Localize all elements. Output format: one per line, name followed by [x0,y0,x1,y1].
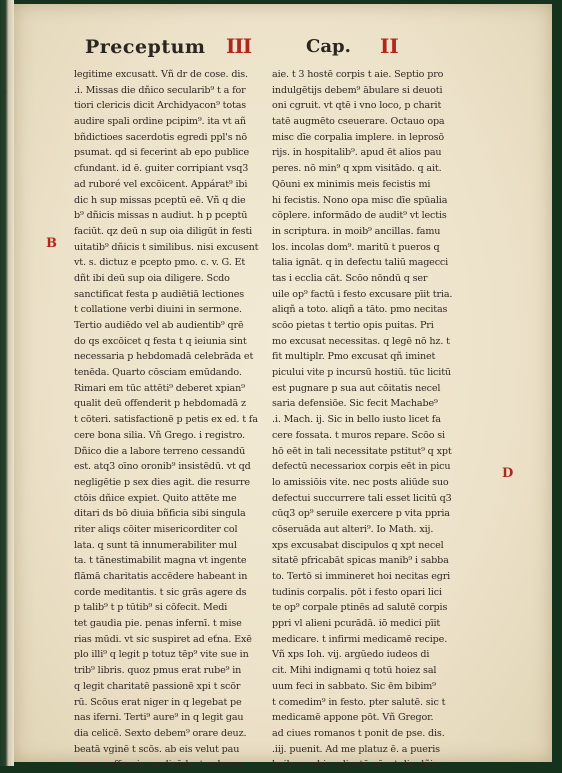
text-line: dic h sup missas pceptū eē. Vñ q die [74,194,246,206]
text-line: flāmā charitatis accēdere habeant in [74,571,248,582]
text-line: est. atq3 oīno oronib⁹ insistēdū. vt qd [74,461,251,473]
text-line: audire spali ordine pcipim⁹. ita vt añ [74,116,246,128]
header-roman-right: II [380,34,399,58]
text-line: tenēda. Quarto cōsciam emūdando. [74,367,242,379]
text-line: faciūt. qz deū n sup oia diligūt in festi [74,225,253,237]
text-line: tatē augmēto cseuerare. Octauo opa [272,116,445,128]
text-line: ta. t tānestimabilit magna vt ingente [74,555,247,567]
text-line: bñdictioes sacerdotis egredi ppl's nō [74,131,248,143]
text-line: medicare. t infirmi medicamē recipe. [272,633,448,645]
text-line: tudinis corpalis. pōt i festo opari lici [272,586,442,598]
text-line: est pugnare p sua aut cōitatis necel [272,382,441,394]
text-line: tet gaudia pie. penas infernī. t mise [74,618,242,630]
text-line: ad ruboré vel excōicent. Appárat⁹ ibi [74,178,248,190]
text-line: qualit deū offenderit p hebdomadā z [74,398,246,410]
text-line: nas iferni. Terti⁹ aure⁹ in q legit gau [74,712,244,724]
text-line: b⁹ dñicis missas n audiut. h p pceptū [74,210,248,222]
text-line: defectui succurrere tali esset licitū q3 [272,492,452,504]
text-line: hi fecistis. Nono opa misc dīe spūalia [272,194,448,206]
text-line: peres. nō min⁹ q xpm visitādo. q ait. [272,163,442,175]
text-line: t collatione verbi diuini in sermone. [74,304,242,316]
text-line: cūq3 op⁹ seruile exercere p vita ppria [272,508,450,520]
text-line: p talib⁹ t p tūtib⁹ si cōfecit. Medi [74,602,228,614]
right-text-column [272,67,496,773]
text-line: .i. Missas die dñico secularib⁹ t a for [74,84,246,96]
text-line: mo excusat necessitas. q legē nō hz. t [272,335,450,347]
text-line: uitatib⁹ dñicis t similibus. nisi excusent [74,241,259,253]
text-line: dñt ibi deū sup oia diligere. Scdo [74,272,230,284]
text-line: cere fossata. t muros repare. Scōo si [272,429,445,441]
text-line: ppri vl alieni pcurādā. iō medici pīit [272,618,441,630]
text-line: peres suffragia medicādo. t vulnera [74,759,242,771]
text-line: in scriptura. in moib⁹ ancillas. famu [272,225,441,237]
header-roman-left: III [226,34,252,58]
text-line: uum feci in sabbato. Sic ēm bibim⁹ [272,680,436,692]
text-line: trib⁹ libris. quoz pmus erat rube⁹ in [74,665,242,677]
margin-initial-left: B [46,236,57,251]
text-line: rias mūdi. vt sic suspiret ad eťna. Exē [74,633,252,645]
text-line: indulgētijs debem⁹ ābulare si deuoti [272,84,443,96]
text-line: t comedim⁹ in festo. pter salutē. sic t [272,696,446,708]
text-line: Dñico die a labore terreno cessandū [74,445,246,457]
text-line: .iij. puenit. Ad me platuz ē. a pueris [272,743,440,755]
text-line: saria defensiōe. Sic fecit Machabe⁹ [272,398,438,410]
header-cap: Cap. [306,36,351,57]
text-line: negligētie p sex dies agit. die resurre [74,476,250,488]
left-text-column [74,67,296,773]
previous-page-glyph: f [2,91,6,101]
text-line: dia celicē. Sexto debem⁹ orare deuz. [74,727,247,739]
text-line: talia ignāt. q in defectu taliū magecci [272,257,449,269]
text-line: Vñ xps Ioh. vij. argūedo iudeos di [272,649,430,661]
text-line: aliqñ a toto. aliqñ a tāto. pmo necitas [272,304,448,316]
text-line: corde meditantis. t sic grās agere ds [74,586,247,598]
text-line: cōseruāda aut alteri⁹. Io Math. xij. [272,523,434,535]
text-line: defectū necessariox corpis eēt in picu [272,461,451,473]
book-page [14,4,552,771]
text-line: lata. q sunt tā innumerabiliter mul [74,539,237,551]
text-line: medicamē appone pōt. Vñ Gregor. [272,712,434,724]
text-line: q legit charitatē passionē xpi t scōr [74,680,241,692]
text-line: Tertio audiēdo vel ab audientib⁹ qrē [74,320,244,331]
text-line: oni cgruit. vt qtē i vno loco, p charit [272,100,442,112]
text-line: cit. Mihi indignami q totū hoiez sal [272,665,437,677]
text-line: psumat. qd si fecerint ab epo publice [74,147,250,159]
text-line: ditari ds bō diuia bñficia sibi singula [74,508,246,520]
text-line: plo illi⁹ q legit p totuz tēp⁹ vite sue in [74,649,249,661]
text-line: scōo pietas t tertio opis puitas. Pri [272,320,434,331]
text-line: rū. Scōus erat niger in q legebat pe [74,696,242,708]
text-line: te op⁹ corpale ptinēs ad salutē corpis [272,602,448,614]
text-line: t cōteri. satisfactionē p petis ex ed. t fa [74,414,258,426]
text-line: tiori clericis dicit Archidyacon⁹ totas [74,100,247,112]
text-line: hō eēt in tali necessitate pstitut⁹ q xpt [272,445,452,457]
text-line: cfundant. id ē. guiter corripiant vsq3 [74,163,249,175]
text-line: picului vite p incursū hostiū. tūc licitū [272,367,451,379]
text-line: misc dīe corpalia implere. in leprosō [272,131,445,143]
text-line: sanctificat festa p audiētiā lectiones [74,288,245,300]
text-line: uile op⁹ factū i festo excusare pīit tria. [272,288,453,300]
text-line: necessaria p hebdomadā celebrāda et [74,351,254,363]
text-line: rijs. in hospitalib⁹. apud ēt alios pau [272,147,442,159]
text-line: vt. s. dictuz e pcepto pmo. c. v. G. Et [74,257,246,269]
text-line: fit multiplr. Pmo excusat qñ iminet [272,351,436,363]
text-line: to. Tertō si immineret hoi necitas egri [272,571,451,582]
text-line: riter aliqs cōiter misericorditer col [74,523,238,535]
text-line: ctōis dñice expiet. Quito attēte me [74,492,237,504]
text-line: cere bona silia. Vñ Grego. i registro. [74,429,246,441]
text-line: cōplere. informādo de audit⁹ vt lectis [272,210,447,222]
running-header [14,34,552,60]
text-line: sitatē pfricabāt spicas manib⁹ i sabba [272,555,449,567]
previous-page-edge [0,0,14,766]
text-line: ad ciues romanos t ponit de pse. dis. [272,727,445,739]
text-line: lo amissiōis vite. nec posts aliūde suo [272,476,449,488]
text-line: do qs excōicet q festa t q ieiunia sint [74,335,247,347]
text-line: xps excusabat discipulos q xpt necel [272,539,444,551]
text-line: Rimari em tūc attēti⁹ deberet xpian⁹ [74,382,245,394]
text-line: hoibus vobis pdicatū eē. vt die dñico [272,759,444,771]
text-line: .i. Mach. ij. Sic in bello iusto licet fa [272,414,441,426]
text-line: beatā vginē t scōs. ab eis velut pau [74,743,240,755]
text-line: Qōuni ex minimis meis fecistis mi [272,178,431,190]
margin-initial-right: D [502,466,514,481]
text-line: tas i ecclia cāt. Scōo nōndū q ser [272,272,428,284]
text-line: legitime excusatt. Vñ dr de cose. dis. [74,69,248,80]
text-line: los. incolas dom⁹. maritū t pueros q [272,241,440,253]
header-title: Preceptum [85,36,206,58]
text-line: aie. t 3 hostē corpis t aie. Septio pro [272,69,444,80]
